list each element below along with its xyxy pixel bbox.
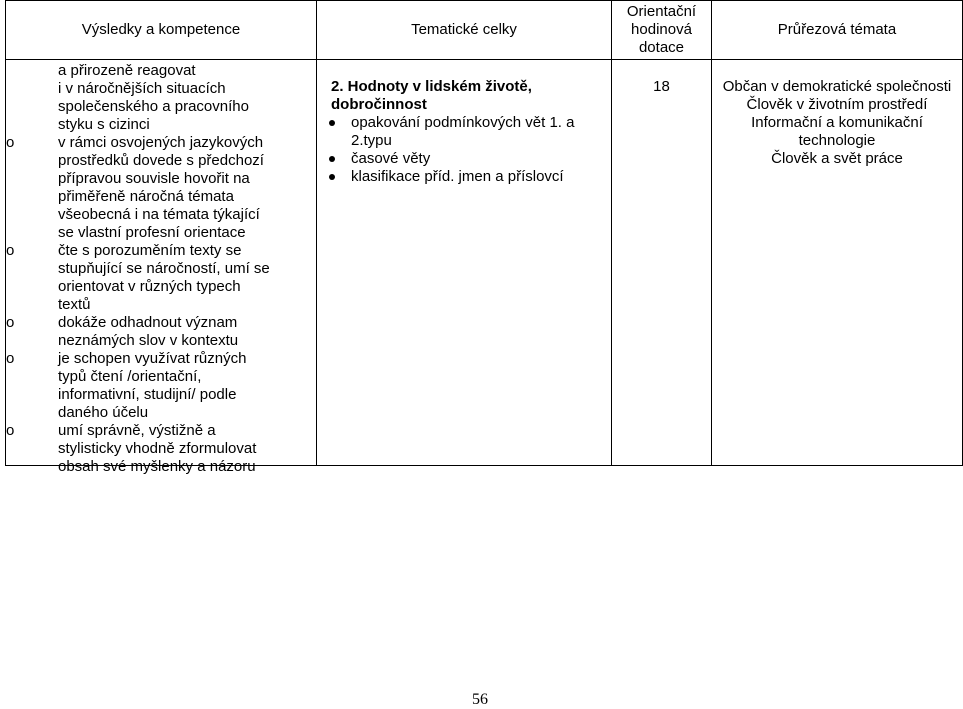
text-line: orientovat v různých typech [58,278,241,295]
text-line: je schopen využívat různých [58,350,247,367]
text-line: dobročinnost [331,96,427,113]
bullet-dot-icon [329,120,335,126]
topic-list [317,114,607,186]
list-item [317,168,607,186]
hours-value: 18 [653,78,670,95]
text-line: stylisticky vhodně zformulovat [58,440,257,457]
text-line: přiměřeně náročná témata [58,188,234,205]
text-line: se vlastní profesní orientace [58,224,246,241]
table-header-row [6,1,963,60]
circle-bullet-icon: o [6,422,15,439]
topics-cell [317,60,612,466]
table-row [6,60,963,466]
list-item [6,350,314,422]
text-line: typů čtení /orientační, [58,368,202,385]
circle-bullet-icon: o [6,242,15,259]
crosscutting-item: Informační a komunikační [751,114,923,131]
text-line: dokáže odhadnout význam [58,314,238,331]
crosscutting-item: Člověk v životním prostředí [746,96,928,113]
circle-bullet-icon: o [6,314,15,331]
list-item [6,242,314,314]
header-topics: Tematické celky [317,1,612,60]
text-line: čte s porozuměním texty se [58,242,242,259]
text-line: prostředků dovede s předchozí [58,152,264,169]
text-line: opakování podmínkových vět 1. a [351,114,575,131]
text-line: klasifikace příd. jmen a příslovcí [351,168,564,185]
header-hours [612,1,712,60]
text-line: společenského a pracovního [58,98,249,115]
text-line: obsah své myšlenky a názoru [58,458,256,475]
header-hours-line: hodinová [631,21,692,38]
list-item [6,134,314,242]
circle-bullet-icon: o [6,350,15,367]
text-line: přípravou souvisle hovořit na [58,170,250,187]
bullet-dot-icon [329,174,335,180]
text-line: daného účelu [58,404,149,421]
list-item [317,150,607,168]
text-line: styku s cizinci [58,116,150,133]
header-hours-line: Orientační [626,3,697,20]
text-line: i v náročnějších situacích [58,80,226,97]
header-hours-line: dotace [638,39,685,56]
crosscutting-item: Člověk a svět práce [771,150,903,167]
list-item [317,114,607,150]
crosscutting-list [712,78,962,168]
bullet-dot-icon [329,156,335,162]
text-line: neznámých slov v kontextu [58,332,239,349]
topic-title [317,78,607,114]
list-item [6,422,314,476]
outcomes-cell [6,60,317,475]
crosscutting-item: Občan v demokratické společnosti [722,78,952,95]
header-crosscutting: Průřezová témata [712,1,963,60]
hours-cell [612,60,712,466]
circle-bullet-icon: o [6,134,15,151]
header-outcomes: Výsledky a kompetence [6,1,317,60]
crosscutting-item: technologie [798,132,876,149]
text-line: stupňující se náročností, umí se [58,260,270,277]
crosscutting-cell [712,60,963,466]
curriculum-table [5,0,963,475]
page-number: 56 [472,691,488,708]
list-item [6,314,314,350]
text-line: 2.typu [351,132,392,149]
text-line: 2. Hodnoty v lidském životě, [331,78,532,95]
outcomes-list [6,134,314,476]
text-line: v rámci osvojených jazykových [58,134,264,151]
text-line: informativní, studijní/ podle [58,386,237,403]
text-line: umí správně, výstižně a [58,422,216,439]
text-line: časové věty [351,150,431,167]
text-line: všeobecná i na témata týkající [58,206,260,223]
text-line: a přirozeně reagovat [58,62,196,79]
text-line: textů [58,296,91,313]
outcomes-intro [6,62,314,134]
